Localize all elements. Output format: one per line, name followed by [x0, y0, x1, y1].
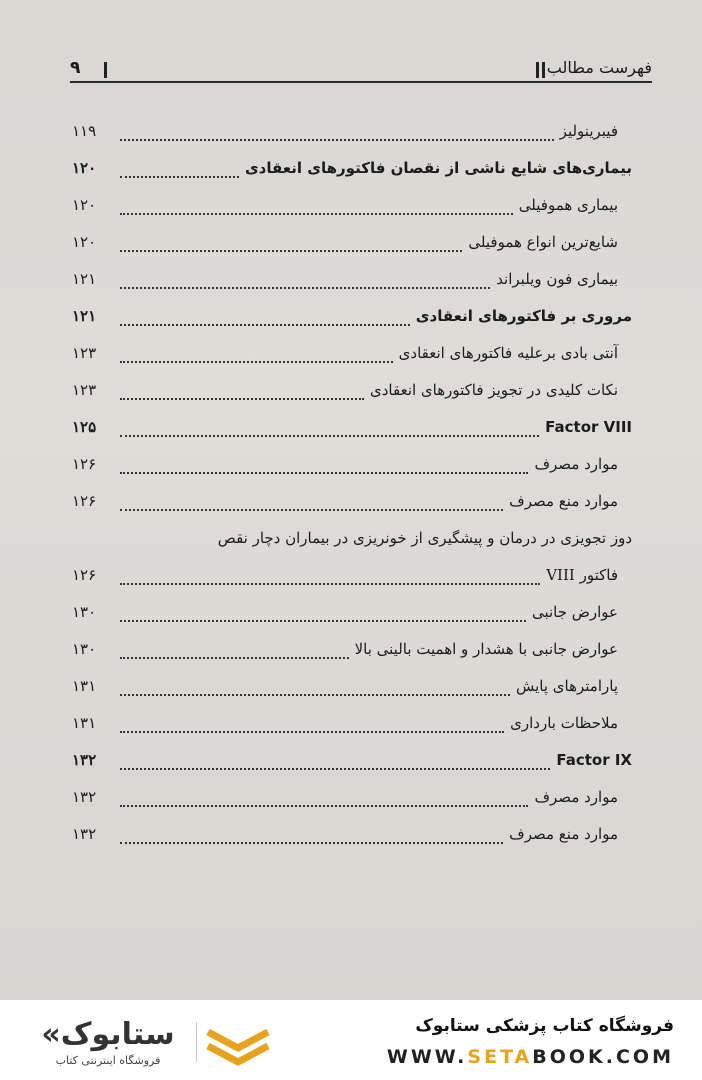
toc-leader-dots	[120, 314, 410, 326]
toc-leader-dots	[120, 499, 503, 511]
toc-entry-title: آنتی بادی برعلیه فاکتورهای انعقادی	[398, 343, 618, 362]
toc-entry	[70, 334, 632, 371]
toc-entry-page: ۱۲۰	[72, 232, 97, 251]
toc-leader-dots	[120, 203, 513, 215]
toc-entry-title: بیماری فون ویلبراند	[496, 269, 618, 288]
toc-leader-dots	[120, 573, 540, 585]
toc-entry-title: بیماری هموفیلی	[518, 195, 618, 214]
toc-entry-title: شایع‌ترین انواع هموفیلی	[468, 232, 618, 251]
toc-entry-title: فاکتور VIII	[546, 565, 618, 584]
toc-entry	[70, 815, 632, 852]
toc-entry-page: ۱۲۰	[72, 158, 97, 177]
logo-chevron-icon	[208, 1032, 268, 1062]
toc-entry-page: ۱۳۰	[72, 639, 97, 658]
url-prefix: WWW.	[386, 1046, 468, 1068]
toc-entry	[70, 556, 632, 593]
url-suffix: BOOK.COM	[532, 1046, 674, 1068]
toc-entry-page: ۱۳۲	[72, 750, 97, 769]
toc-entry-page: ۱۳۲	[72, 787, 97, 806]
toc-leader-dots	[120, 129, 554, 141]
toc-entry	[70, 223, 632, 260]
toc-leader-dots	[120, 758, 550, 770]
toc-entry	[70, 741, 632, 778]
toc-entry	[70, 593, 632, 630]
toc-entry-title: Factor VIII	[545, 417, 632, 436]
toc-entry-title: عوارض جانبی با هشدار و اهمیت بالینی بالا	[354, 639, 618, 658]
toc-leader-dots	[120, 610, 526, 622]
toc-entry	[70, 297, 632, 334]
toc-entry-title: موارد مصرف	[534, 454, 618, 473]
toc-entry	[70, 149, 632, 186]
url-accent: SETA	[467, 1046, 533, 1068]
toc-entry-page: ۱۳۰	[72, 602, 97, 621]
toc-entry-page: ۱۳۲	[72, 824, 97, 843]
toc-entry-page: ۱۲۱	[72, 306, 97, 325]
toc-entry	[70, 778, 632, 815]
toc-entry	[70, 371, 632, 408]
toc-entry-page: ۱۲۰	[72, 195, 97, 214]
toc-entry-title: نکات کلیدی در تجویز فاکتورهای انعقادی	[370, 380, 618, 399]
toc-entry-title: موارد مصرف	[534, 787, 618, 806]
logo-caption: فروشگاه اینترنتی کتاب	[55, 1054, 161, 1067]
toc-entry	[70, 519, 632, 556]
page-number: ۹	[70, 58, 81, 78]
toc-leader-dots	[120, 277, 490, 289]
toc-entry	[70, 186, 632, 223]
toc-leader-dots	[120, 388, 364, 400]
footer-banner	[0, 1000, 702, 1080]
toc-leader-dots	[120, 166, 239, 178]
toc-entry-page: ۱۲۶	[72, 454, 97, 473]
toc-leader-dots	[120, 647, 349, 659]
toc-entry	[70, 260, 632, 297]
toc-entry-page: ۱۲۵	[72, 417, 97, 436]
toc-leader-dots	[120, 832, 503, 844]
toc-leader-dots	[120, 721, 504, 733]
toc-entry	[70, 408, 632, 445]
toc-entry-title: پارامترهای پایش	[515, 676, 618, 695]
toc-entry-page: ۱۳۱	[72, 713, 97, 732]
header-mark	[536, 62, 539, 78]
toc-leader-dots	[120, 240, 462, 252]
toc-entry-page: ۱۳۱	[72, 676, 97, 695]
toc-entry-page: ۱۲۶	[72, 565, 97, 584]
header-mark	[542, 62, 545, 78]
toc-entry-title: مروری بر فاکتورهای انعقادی	[415, 306, 632, 325]
toc-entry-title: عوارض جانبی	[531, 602, 618, 621]
toc-entry-page: ۱۲۶	[72, 491, 97, 510]
toc-entry	[70, 667, 632, 704]
toc-entry-title: بیماری‌های شایع ناشی از نقصان فاکتورهای انعقادی	[244, 158, 632, 177]
page-header	[70, 58, 652, 84]
footer-divider	[196, 1022, 197, 1062]
toc-entry-page: ۱۲۱	[72, 269, 97, 288]
toc-entry	[70, 112, 632, 149]
toc-leader-dots	[120, 684, 510, 696]
toc-entry	[70, 482, 632, 519]
page-title: فهرست مطالب	[546, 58, 652, 77]
toc-entry-page: ۱۲۳	[72, 343, 97, 362]
header-rule	[70, 81, 652, 83]
toc-entry-page: ۱۱۹	[72, 121, 97, 140]
store-url	[387, 1046, 674, 1068]
logo-wordmark: «ستابوک	[41, 1018, 175, 1052]
setabook-logo	[20, 1018, 270, 1068]
toc-entry-title: ملاحظات بارداری	[510, 713, 618, 732]
store-name: فروشگاه کتاب پزشکی ستابوک	[415, 1016, 674, 1036]
toc-entry	[70, 445, 632, 482]
toc-entry-page: ۱۲۳	[72, 380, 97, 399]
toc-leader-dots	[120, 351, 393, 363]
toc-entry-title: موارد منع مصرف	[509, 824, 618, 843]
toc-entry	[70, 630, 632, 667]
toc-entry-title: Factor IX	[556, 750, 632, 769]
toc-entry-title: دوز تجویزی در درمان و پیشگیری از خونریزی در بیماران دچار نقص	[217, 528, 632, 547]
header-mark	[104, 62, 107, 78]
toc-entry-title: فیبرینولیز	[559, 121, 618, 140]
toc-leader-dots	[120, 462, 528, 474]
toc-entry-title: موارد منع مصرف	[509, 491, 618, 510]
toc-entry	[70, 704, 632, 741]
toc-leader-dots	[120, 795, 528, 807]
table-of-contents	[70, 112, 632, 852]
toc-leader-dots	[120, 425, 539, 437]
